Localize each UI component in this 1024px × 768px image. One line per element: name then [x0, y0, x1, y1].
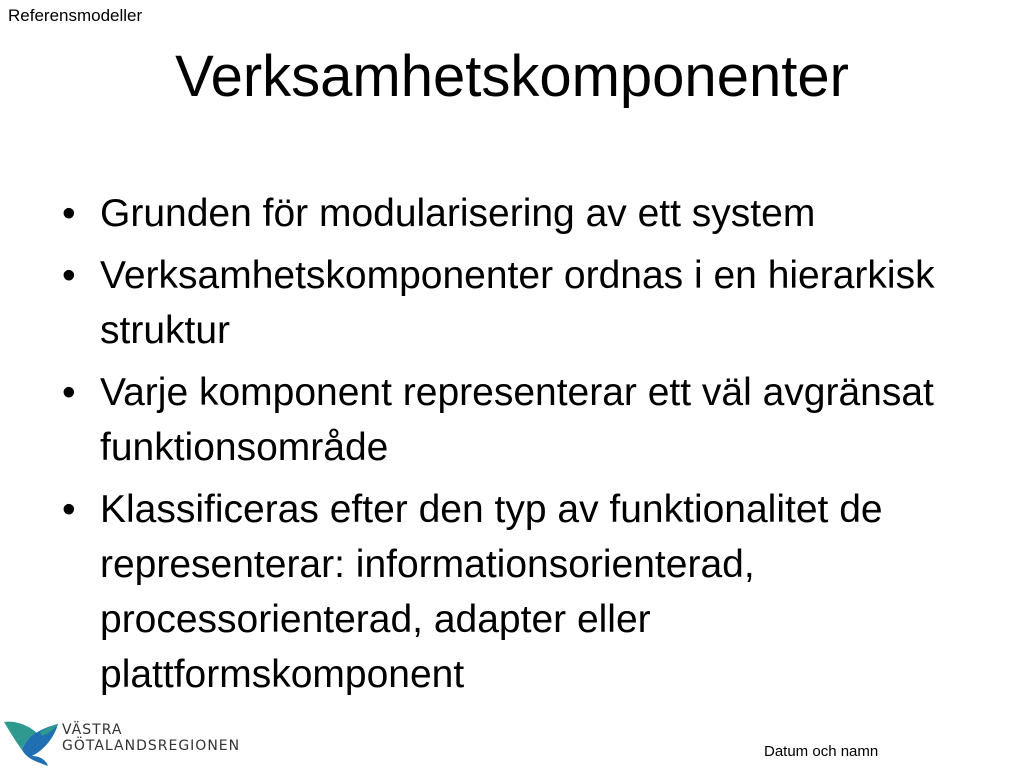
- bullet-item: [52, 186, 972, 241]
- logo-line1: VÄSTRA: [62, 722, 123, 738]
- bullet-list: [52, 186, 972, 709]
- bullet-text: Klassificeras efter den typ av funktionalitet de representerar: informationsorienterad, processorienterad, adapter eller plattformskomponent: [100, 488, 883, 696]
- logo-wordmark: [62, 722, 240, 754]
- bullet-item: [52, 482, 972, 702]
- bullet-item: [52, 248, 972, 358]
- bullet-text: Verksamhetskomponenter ordnas i en hierarkisk struktur: [100, 254, 935, 352]
- header-label: Referensmodeller: [8, 6, 143, 25]
- footer-label: Datum och namn: [764, 743, 879, 760]
- vgr-logo-icon: [2, 716, 60, 768]
- vgr-logo: [2, 712, 262, 768]
- bullet-dot: •: [62, 488, 76, 531]
- bullet-item: [52, 365, 972, 475]
- bullet-dot: •: [62, 254, 76, 297]
- bullet-text: Grunden för modularisering av ett system: [100, 192, 816, 235]
- bullet-dot: •: [62, 192, 76, 235]
- slide-title: Verksamhetskomponenter: [175, 44, 849, 109]
- bullet-text: Varje komponent representerar ett väl avgränsat funktionsområde: [100, 371, 934, 469]
- bullet-dot: •: [62, 371, 76, 414]
- logo-line2: GÖTALANDSREGIONEN: [62, 738, 241, 754]
